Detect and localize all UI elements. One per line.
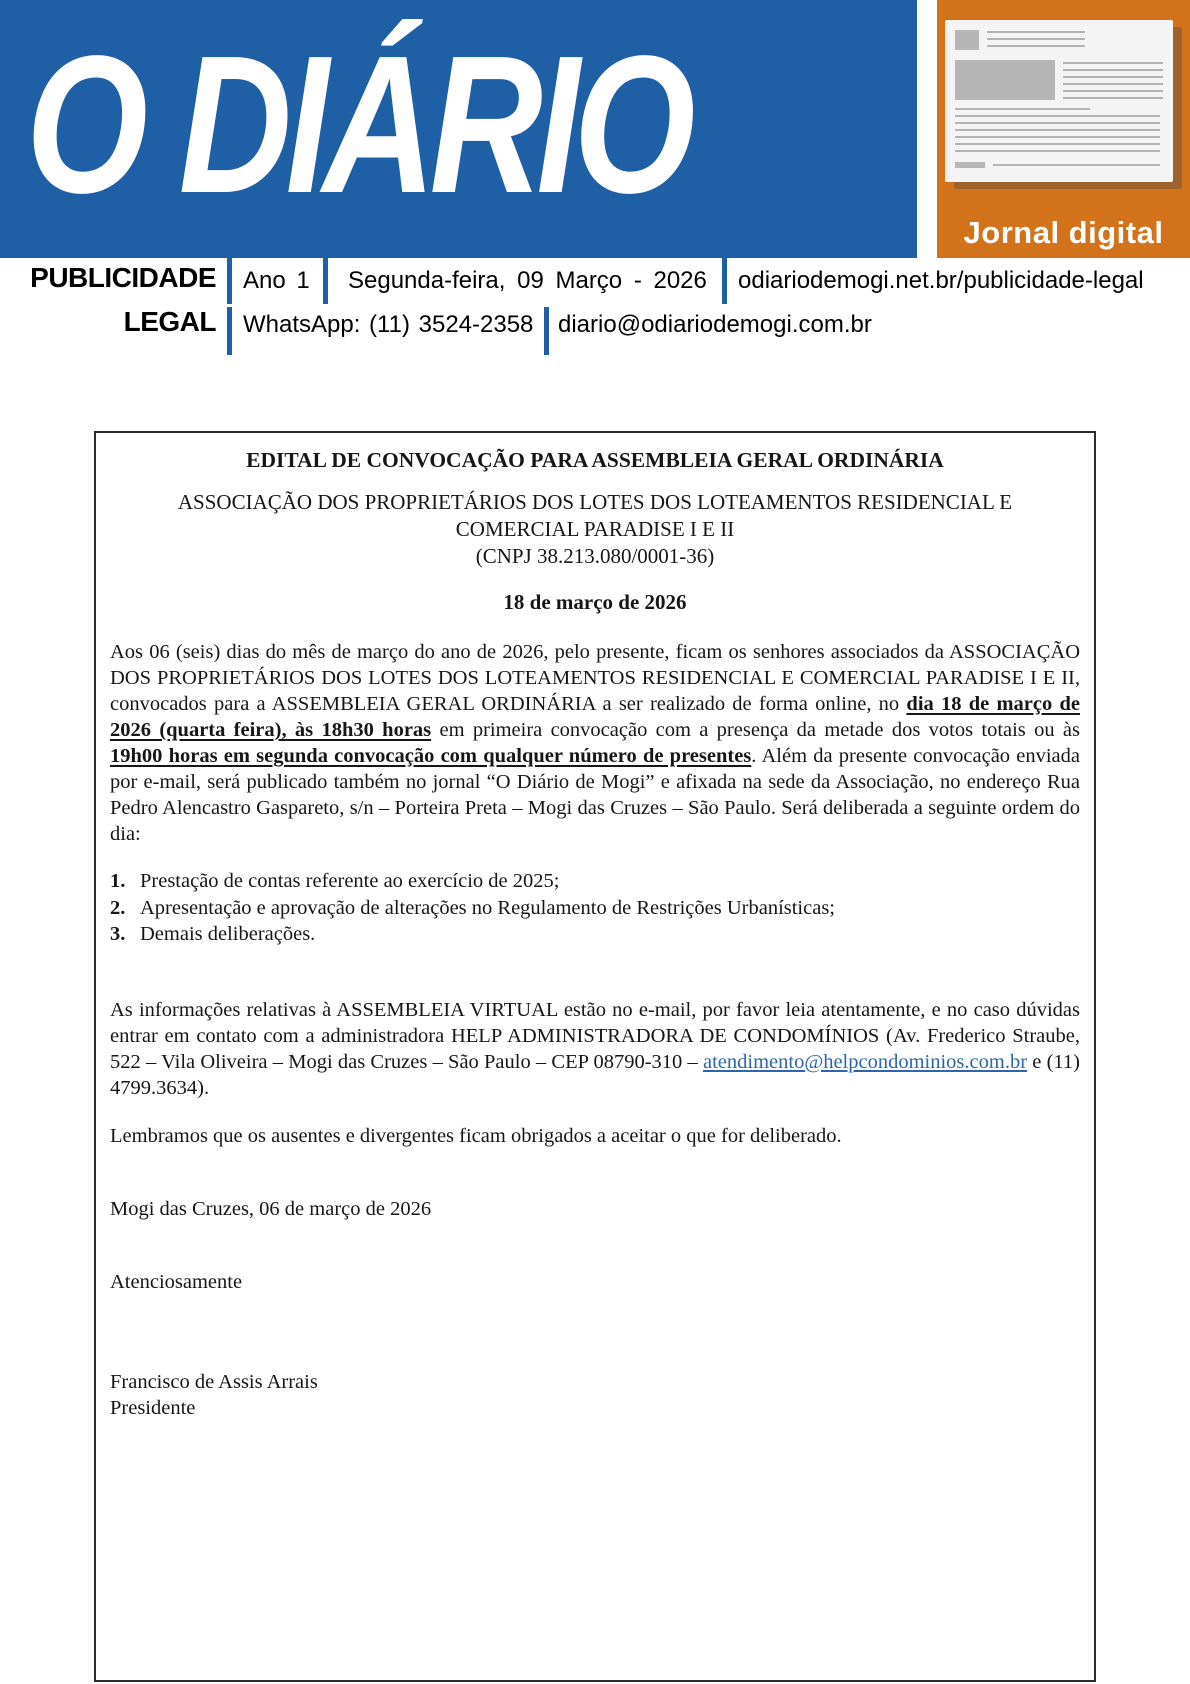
association-name-line1: ASSOCIAÇÃO DOS PROPRIETÁRIOS DOS LOTES DOS LOTEAMENTOS RESIDENCIAL E xyxy=(177,490,1013,514)
divider-bar xyxy=(323,258,328,304)
jornal-digital-label: Jornal digital xyxy=(963,215,1164,250)
legal-notice-box xyxy=(94,431,1096,1682)
paragraph-text: e (11) 4799.3634). xyxy=(110,1050,1080,1099)
virtual-assembly-info-paragraph xyxy=(110,997,1080,1101)
newspaper-icon-lines xyxy=(987,31,1085,50)
agenda-item-text: Prestação de contas referente ao exercício de 2025; xyxy=(140,870,560,892)
agenda-item xyxy=(110,895,1080,922)
closing-salutation: Atenciosamente xyxy=(110,1270,243,1293)
agenda-item xyxy=(110,921,1080,948)
paragraph-text: Aos 06 (seis) dias do mês de março do ano de 2026, pelo presente, ficam os senhores associados da ASSOCIAÇÃO DOS PROPRIETÁRIOS DOS LOTES DOS LOTEAMENTOS RESIDENCIAL E COMERCIAL PARADISE I E II, convocados para a ASSEMBLEIA GERAL ORDINÁRIA a ser realizado de forma online, no xyxy=(110,641,1080,715)
contact-email: diario@odiariodemogi.com.br xyxy=(558,311,872,338)
agenda-list xyxy=(110,868,1080,948)
signature-role: Presidente xyxy=(110,1396,196,1419)
masthead xyxy=(0,0,917,258)
agenda-item xyxy=(110,868,1080,895)
association-cnpj: (CNPJ 38.213.080/0001-36) xyxy=(475,544,715,568)
divider-bar xyxy=(722,258,727,304)
agenda-item-number: 1. xyxy=(110,870,126,892)
newspaper-icon-rule xyxy=(955,108,1090,110)
newspaper-icon-image-block xyxy=(955,60,1055,100)
first-call-datetime: dia 18 de março de 2026 (quarta feira), às 18h30 horas xyxy=(110,693,1080,741)
divider-bar xyxy=(227,258,232,304)
notice-title: EDITAL DE CONVOCAÇÃO PARA ASSEMBLEIA GERAL ORDINÁRIA xyxy=(246,448,944,472)
publicity-legal-bar xyxy=(0,258,1190,360)
newspaper-icon xyxy=(945,20,1173,182)
paragraph-text: em primeira convocação com a presença da metade dos votos totais ou às xyxy=(431,719,1080,741)
convocation-paragraph xyxy=(110,639,1080,847)
signature-name: Francisco de Assis Arrais xyxy=(110,1370,318,1393)
site-url: odiariodemogi.net.br/publicidade-legal xyxy=(738,267,1144,294)
agenda-item-number: 3. xyxy=(110,923,126,945)
publicity-title-line2: LEGAL xyxy=(123,306,216,337)
divider-bar xyxy=(227,307,232,355)
newspaper-icon-footer-block xyxy=(955,162,985,168)
paragraph-text: As informações relativas à ASSEMBLEIA VIRTUAL estão no e-mail, por favor leia atentamente, e no caso dúvidas entrar em contato com a administradora HELP ADMINISTRADORA DE CONDOMÍNIOS (Av. Frederico Straube, 522 – Vila Oliveira – Mogi das Cruzes – São Paulo – CEP 08790-310 – xyxy=(110,998,1080,1073)
whatsapp-contact: WhatsApp: (11) 3524-2358 xyxy=(243,311,534,338)
newspaper-logo: O DIÁRIO xyxy=(26,15,690,234)
edition-date: Segunda-feira, 09 Março - 2026 xyxy=(348,267,707,294)
newspaper-icon-thumb xyxy=(955,30,979,50)
edition-year-label: Ano 1 xyxy=(243,267,310,294)
city-dateline: Mogi das Cruzes, 06 de março de 2026 xyxy=(110,1197,432,1220)
newspaper-icon-lines xyxy=(955,115,1160,157)
second-call-datetime: 19h00 horas em segunda convocação com qualquer número de presentes xyxy=(110,745,752,767)
publicity-title-line1: PUBLICIDADE xyxy=(30,262,216,293)
signature-block xyxy=(110,1369,1080,1421)
newspaper-icon-lines xyxy=(1063,62,1163,102)
assembly-date-heading: 18 de março de 2026 xyxy=(503,590,687,614)
paragraph-text: . Além da presente convocação enviada por e-mail, será publicado também no jornal “O Diário de Mogi” e afixada na sede da Associação, no endereço Rua Pedro Alencastro Gaspareto, s/n – Porteira Preta – Mogi das Cruzes – São Paulo. Será deliberada a seguinte ordem do dia: xyxy=(110,745,1080,845)
absentees-note: Lembramos que os ausentes e divergentes ficam obrigados a aceitar o que for deliberado. xyxy=(110,1124,842,1147)
newspaper-icon-footer-line xyxy=(993,164,1160,166)
association-name-line2: COMERCIAL PARADISE I E II xyxy=(455,517,735,541)
divider-bar xyxy=(544,307,549,355)
jornal-digital-badge xyxy=(937,0,1190,258)
admin-email-link[interactable]: atendimento@helpcondominios.com.br xyxy=(703,1050,1028,1073)
association-name xyxy=(110,489,1080,570)
agenda-item-number: 2. xyxy=(110,896,126,919)
agenda-item-text: Demais deliberações. xyxy=(140,923,316,945)
agenda-item-text: Apresentação e aprovação de alterações no Regulamento de Restrições Urbanísticas; xyxy=(140,896,835,919)
